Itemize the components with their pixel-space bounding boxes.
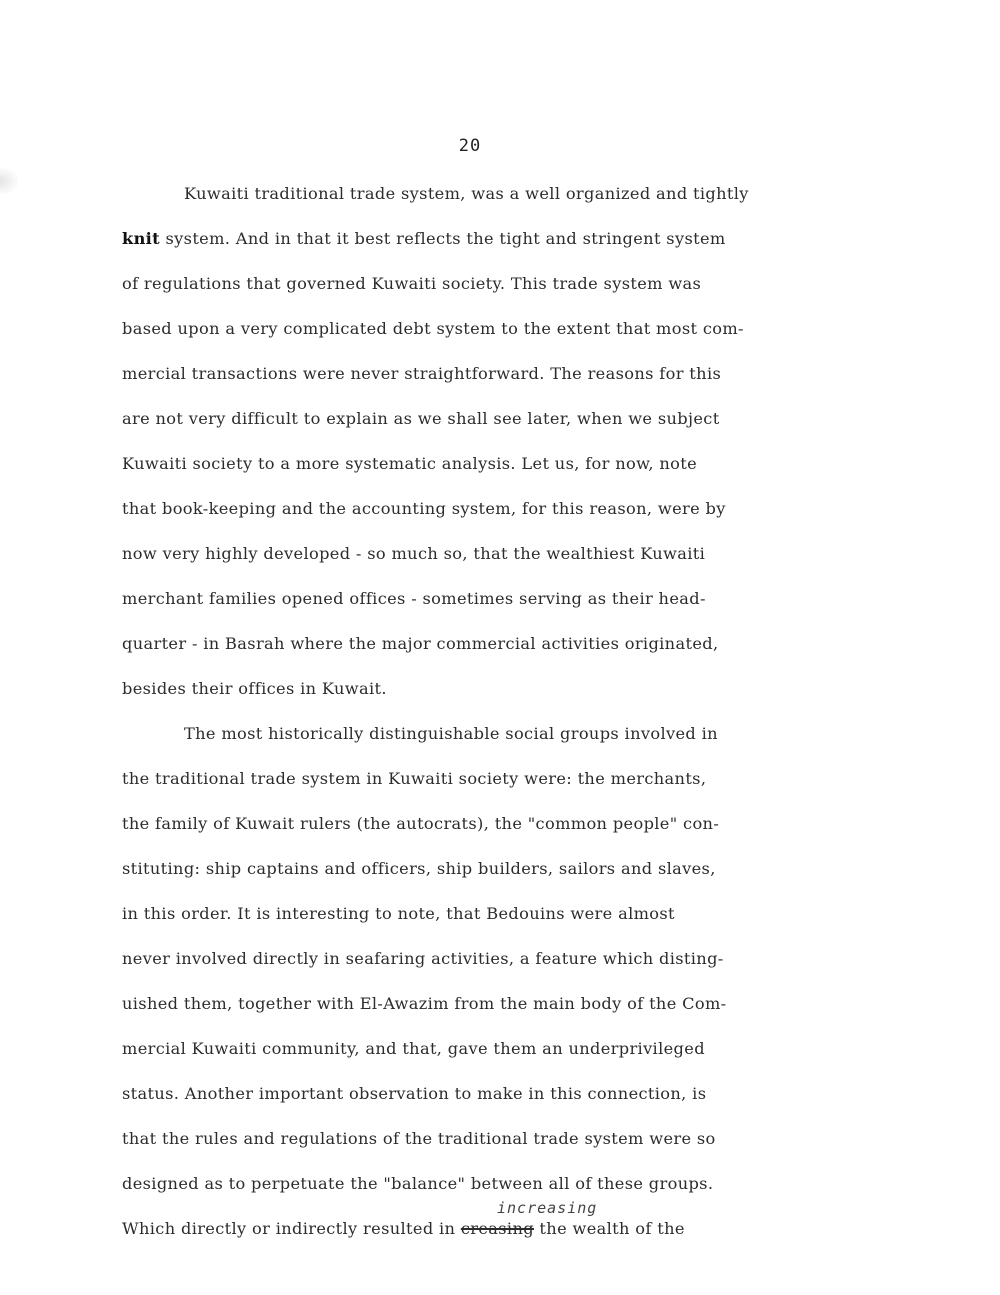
text-line: the family of Kuwait rulers (the autocrats), the "common people" con- [122,814,720,833]
text-line: Kuwaiti traditional trade system, was a well organized and tightly [184,184,749,203]
text-line: based upon a very complicated debt system to the extent that most com- [122,319,744,338]
scan-smudge [0,168,18,194]
text-line: Kuwaiti society to a more systematic analysis. Let us, for now, note [122,454,698,473]
text-line: are not very difficult to explain as we shall see later, when we subject [122,409,720,428]
text-line: never involved directly in seafaring activities, a feature which disting- [122,949,724,968]
text-line: knit system. And in that it best reflects the tight and stringent system [122,229,726,248]
text-line: designed as to perpetuate the "balance" between all of these groups. [122,1174,714,1193]
text-line: that book-keeping and the accounting system, for this reason, were by [122,499,726,518]
text-line: mercial Kuwaiti community, and that, gave them an underprivileged [122,1039,705,1058]
text-line: of regulations that governed Kuwaiti society. This trade system was [122,274,702,293]
text-line: uished them, together with El-Awazim from the main body of the Com- [122,994,727,1013]
text-line: stituting: ship captains and officers, ship builders, sailors and slaves, [122,859,716,878]
bold-word: knit [122,229,161,248]
text-line: merchant families opened offices - sometimes serving as their head- [122,589,706,608]
text-line: The most historically distinguishable social groups involved in [184,724,718,743]
text-line: Which directly or indirectly resulted in creasing the wealth of the [122,1219,685,1238]
handwritten-correction: increasing [497,1199,598,1217]
text-line: besides their offices in Kuwait. [122,679,387,698]
text-line: quarter - in Basrah where the major commercial activities originated, [122,634,719,653]
text-line: the traditional trade system in Kuwaiti society were: the merchants, [122,769,707,788]
text-line: now very highly developed - so much so, that the wealthiest Kuwaiti [122,544,706,563]
text-line: in this order. It is interesting to note, that Bedouins were almost [122,904,675,923]
text-line: mercial transactions were never straightforward. The reasons for this [122,364,722,383]
text-line: status. Another important observation to make in this connection, is [122,1084,707,1103]
page-number: 20 [458,136,482,156]
struck-word: creasing [460,1219,534,1238]
text-line: that the rules and regulations of the traditional trade system were so [122,1129,716,1148]
